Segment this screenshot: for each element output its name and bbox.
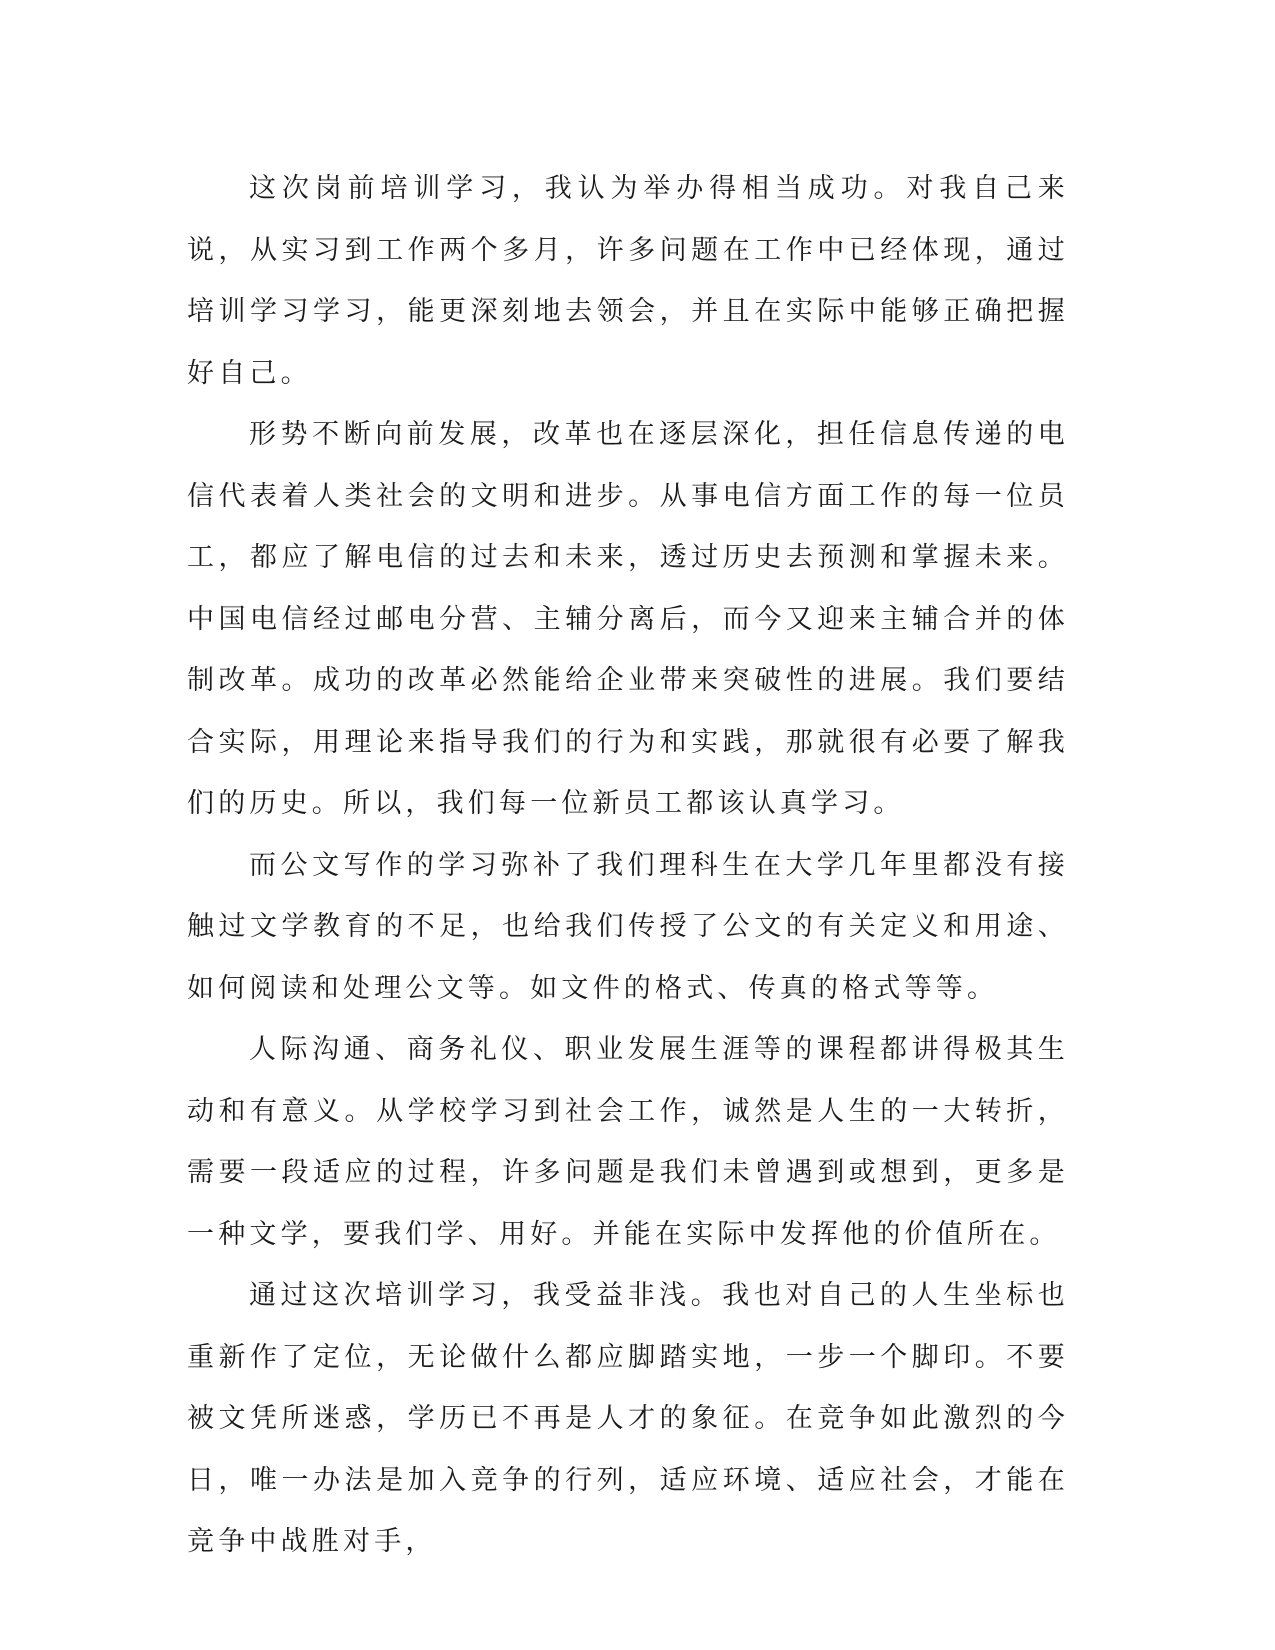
paragraph-5: 通过这次培训学习，我受益非浅。我也对自己的人生坐标也重新作了定位，无论做什么都应脚踏实地，一步一个脚印。不要被文凭所迷惑，学历已不再是人才的象征。在竞争如此激烈的今日，唯一办法是加入竞争的行列，适应环境、适应社会，才能在竞争中战胜对手， [187, 1280, 1069, 1557]
paragraph-1: 这次岗前培训学习，我认为举办得相当成功。对我自己来说，从实习到工作两个多月，许多问题在工作中已经体现，通过培训学习学习，能更深刻地去领会，并且在实际中能够正确把握好自己。 [187, 173, 1069, 389]
paragraph-4: 人际沟通、商务礼仪、职业发展生涯等的课程都讲得极其生动和有意义。从学校学习到社会工作，诚然是人生的一大转折，需要一段适应的过程，许多问题是我们未曾遇到或想到，更多是一种文学，要我们学、用好。并能在实际中发挥他的价值所在。 [187, 1034, 1069, 1250]
document-body [187, 158, 1069, 1573]
paragraph-3: 而公文写作的学习弥补了我们理科生在大学几年里都没有接触过文学教育的不足，也给我们传授了公文的有关定义和用途、如何阅读和处理公文等。如文件的格式、传真的格式等等。 [187, 849, 1069, 1004]
paragraph-2: 形势不断向前发展，改革也在逐层深化，担任信息传递的电信代表着人类社会的文明和进步。从事电信方面工作的每一位员工，都应了解电信的过去和未来，透过历史去预测和掌握未来。中国电信经过邮电分营、主辅分离后，而今又迎来主辅合并的体制改革。成功的改革必然能给企业带来突破性的进展。我们要结合实际，用理论来指导我们的行为和实践，那就很有必要了解我们的历史。所以，我们每一位新员工都该认真学习。 [187, 419, 1069, 819]
